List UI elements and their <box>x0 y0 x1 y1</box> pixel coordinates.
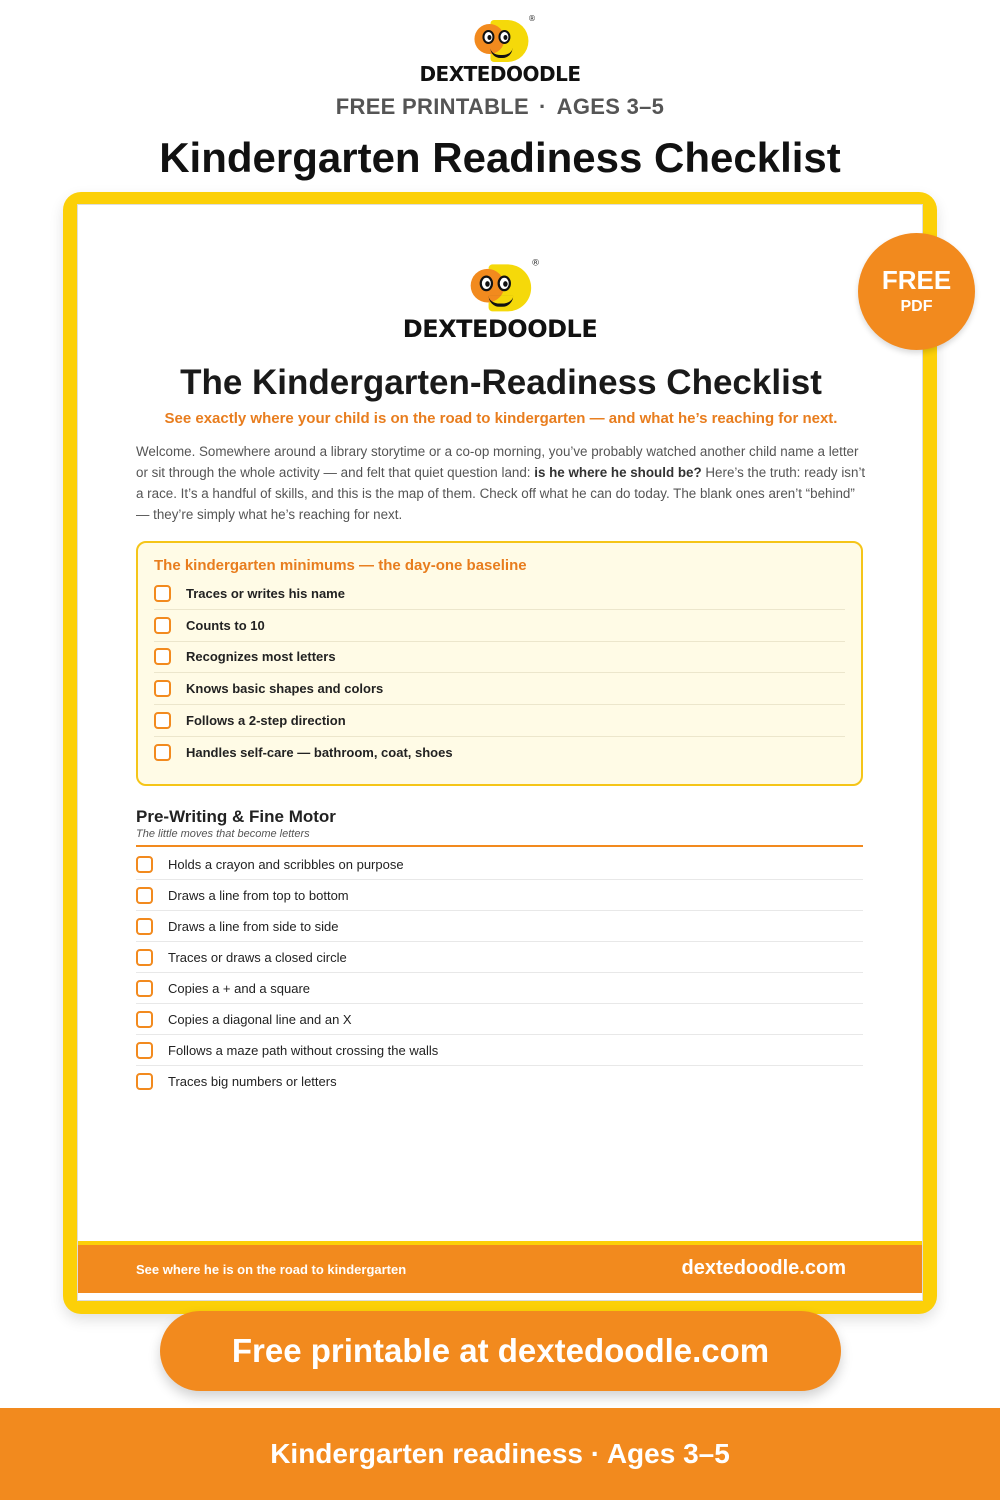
section-title: Pre-Writing & Fine Motor <box>136 807 336 826</box>
checklist-item <box>136 973 863 1004</box>
checklist-item-label: Traces or draws a closed circle <box>168 949 347 965</box>
section-pre-writing <box>136 807 863 1097</box>
checklist-item <box>154 610 845 642</box>
checkbox[interactable] <box>136 1011 153 1028</box>
checklist-item <box>154 737 845 769</box>
cta-button[interactable]: Free printable at dextedoodle.com <box>160 1311 841 1391</box>
checkbox[interactable] <box>136 949 153 966</box>
registered-mark: ® <box>527 14 536 23</box>
sheet-brand-logo <box>402 257 598 343</box>
checkbox[interactable] <box>136 856 153 873</box>
eyebrow <box>0 94 1000 120</box>
intro-question: is he where he should be? <box>534 465 702 480</box>
footer-url[interactable]: dextedoodle.com <box>681 1257 846 1279</box>
checklist-item <box>136 1035 863 1066</box>
minimums-title: The kindergarten minimums — the day-one baseline <box>154 557 527 574</box>
checklist-item-label: Recognizes most letters <box>186 649 336 665</box>
checklist-item-label: Follows a 2-step direction <box>186 713 346 729</box>
checkbox[interactable] <box>136 918 153 935</box>
intro-paragraph: Welcome. Somewhere around a library storytime or a co-op morning, you’ve probably watched another child name a letter or sit through the whole activity — and felt that quiet question land: is he where he should be? Here’s the truth: ready isn’t a race. It’s a handful of skills, and this is the map of them. Check off what he can do today. The blank ones aren’t “behind” — they’re simply what he’s reaching for next. <box>136 444 866 522</box>
registered-mark: ® <box>531 257 541 268</box>
checklist-item <box>154 673 845 705</box>
section-subtitle: The little moves that become letters <box>136 828 310 840</box>
logo-face-icon <box>464 257 541 316</box>
checkbox[interactable] <box>154 744 171 761</box>
brand-logo <box>419 14 581 86</box>
checklist-sheet <box>77 204 923 1301</box>
checkbox[interactable] <box>136 980 153 997</box>
free-pdf-badge <box>858 233 975 350</box>
checklist-item <box>136 911 863 942</box>
checkbox[interactable] <box>154 585 171 602</box>
checklist-item <box>154 578 845 610</box>
logo-wordmark: DEXTEDOODLE <box>402 315 598 343</box>
logo-face-icon <box>468 14 536 66</box>
checkbox[interactable] <box>154 617 171 634</box>
badge-pdf: PDF <box>900 298 933 315</box>
minimums-box <box>136 541 863 786</box>
footer-tagline: See where he is on the road to kindergarten <box>136 1262 407 1277</box>
logo-wordmark: DEXTEDOODLE <box>419 62 581 86</box>
sheet-subtitle: See exactly where your child is on the road to kindergarten — and what he’s reaching for next. <box>164 410 838 427</box>
checklist-item <box>136 1066 863 1097</box>
checklist-item-label: Traces big numbers or letters <box>168 1074 337 1089</box>
eyebrow-separator: · <box>539 94 547 119</box>
badge-free: FREE <box>881 265 952 295</box>
checkbox[interactable] <box>154 648 171 665</box>
checklist-item-label: Follows a maze path without crossing the walls <box>168 1042 439 1058</box>
checklist-item <box>136 849 863 880</box>
checklist-item-label: Copies a diagonal line and an X <box>168 1011 352 1027</box>
bottom-banner: Kindergarten readiness · Ages 3–5 <box>0 1408 1000 1500</box>
checkbox[interactable] <box>136 1073 153 1090</box>
checkbox[interactable] <box>136 1042 153 1059</box>
checklist-item <box>136 942 863 973</box>
sheet-footer <box>78 1241 923 1293</box>
checklist-item-label: Traces or writes his name <box>186 585 345 601</box>
checklist-item <box>136 1004 863 1035</box>
checklist-item-label: Counts to 10 <box>186 617 265 633</box>
section-divider <box>136 845 863 847</box>
checklist-item-label: Copies a + and a square <box>168 980 311 996</box>
checklist-item-label: Knows basic shapes and colors <box>186 681 384 697</box>
checklist-item <box>154 705 845 737</box>
checkbox[interactable] <box>136 887 153 904</box>
checklist-item-label: Handles self-care — bathroom, coat, shoes <box>186 745 453 761</box>
sheet-title: The Kindergarten-Readiness Checklist <box>180 363 822 402</box>
checkbox[interactable] <box>154 680 171 697</box>
checklist-item <box>154 642 845 674</box>
checklist-item <box>136 880 863 911</box>
checkbox[interactable] <box>154 712 171 729</box>
page-title: Kindergarten Readiness Checklist <box>159 134 841 181</box>
eyebrow-ages: AGES 3–5 <box>556 94 665 119</box>
checklist-item-label: Draws a line from top to bottom <box>168 887 349 903</box>
checklist-item-label: Draws a line from side to side <box>168 918 339 934</box>
printable-frame <box>63 192 937 1314</box>
eyebrow-free-printable: FREE PRINTABLE <box>335 94 530 119</box>
checklist-item-label: Holds a crayon and scribbles on purpose <box>168 856 404 872</box>
